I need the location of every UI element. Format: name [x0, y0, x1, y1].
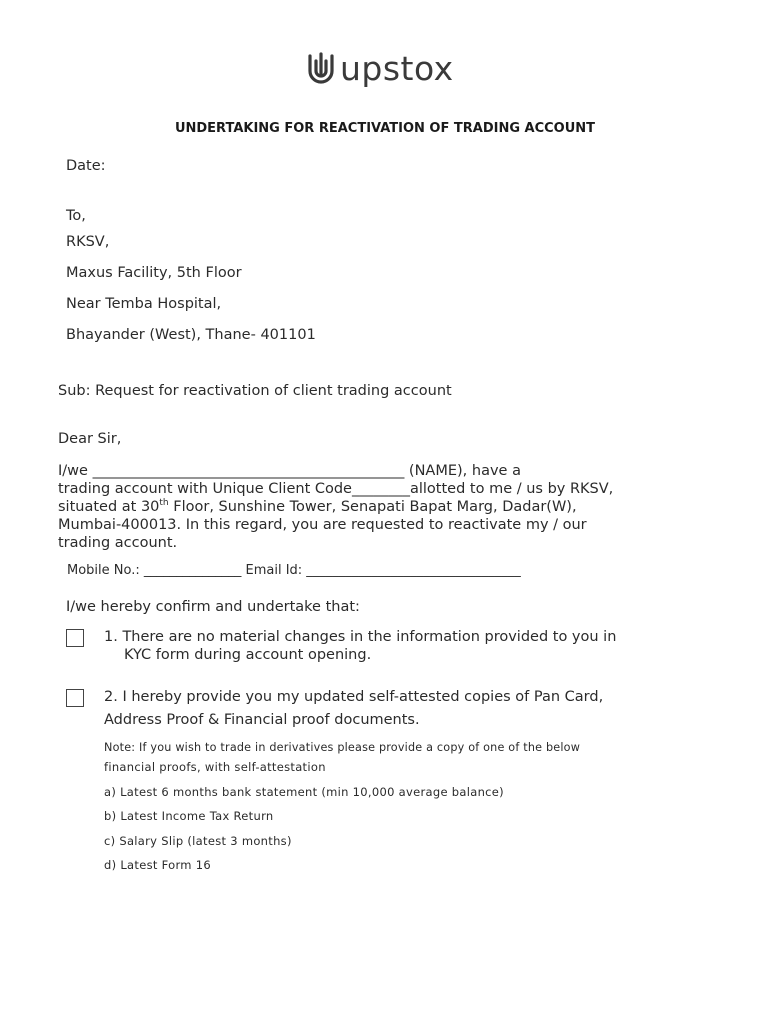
- body-text: trading account with Unique Client Code: [58, 481, 352, 497]
- body-text: (NAME), have a: [404, 463, 521, 479]
- body-line-2: [58, 480, 708, 498]
- address-to: To,: [66, 208, 86, 224]
- proof-item-b: b) Latest Income Tax Return: [104, 809, 274, 823]
- ordinal-suffix: th: [159, 498, 169, 509]
- item-1-checkbox[interactable]: [66, 629, 84, 647]
- proof-item-d: d) Latest Form 16: [104, 858, 211, 872]
- contact-fields-line[interactable]: Mobile No.: _______________ Email Id: _________________________________: [67, 563, 521, 578]
- proof-item-a: a) Latest 6 months bank statement (min 10,000 average balance): [104, 785, 504, 799]
- subject-line: Sub: Request for reactivation of client trading account: [58, 383, 452, 399]
- address-line-4: Bhayander (West), Thane- 401101: [66, 327, 316, 343]
- item-2-line-1: 2. I hereby provide you my updated self-attested copies of Pan Card,: [104, 689, 604, 705]
- client-code-blank-field[interactable]: ________: [351, 481, 410, 497]
- note-line-2: financial proofs, with self-attestation: [104, 760, 326, 774]
- address-line-1: RKSV,: [66, 234, 110, 250]
- item-2-line-2: Address Proof & Financial proof documents.: [104, 712, 420, 728]
- logo-text: upstox: [340, 48, 454, 88]
- proof-item-c: c) Salary Slip (latest 3 months): [104, 834, 292, 848]
- date-label: Date:: [66, 158, 106, 174]
- body-line-5: trading account.: [58, 535, 178, 551]
- confirm-heading: I/we hereby confirm and undertake that:: [66, 599, 360, 615]
- body-line-4: Mumbai-400013. In this regard, you are requested to reactivate my / our: [58, 517, 587, 533]
- body-text: Floor, Sunshine Tower, Senapati Bapat Marg, Dadar(W),: [168, 499, 577, 515]
- salutation: Dear Sir,: [58, 431, 122, 447]
- body-paragraph: [58, 462, 708, 552]
- upstox-logo: [306, 48, 454, 88]
- body-line-1: [58, 462, 708, 480]
- upstox-logo-icon: [306, 50, 336, 86]
- item-2-checkbox[interactable]: [66, 689, 84, 707]
- body-text: I/we: [58, 463, 93, 479]
- item-1-line-1: 1. There are no material changes in the information provided to you in: [104, 629, 617, 645]
- body-text: allotted to me / us by RKSV,: [409, 481, 614, 497]
- note-line-1: Note: If you wish to trade in derivatives please provide a copy of one of the below: [104, 741, 581, 754]
- name-blank-field[interactable]: ___________________________________________: [92, 463, 405, 479]
- address-line-2: Maxus Facility, 5th Floor: [66, 265, 242, 281]
- address-line-3: Near Temba Hospital,: [66, 296, 222, 312]
- document-title: UNDERTAKING FOR REACTIVATION OF TRADING ACCOUNT: [174, 121, 596, 136]
- item-1-line-2: KYC form during account opening.: [124, 647, 372, 663]
- body-text: situated at 30: [58, 499, 160, 515]
- body-line-3: [58, 498, 708, 516]
